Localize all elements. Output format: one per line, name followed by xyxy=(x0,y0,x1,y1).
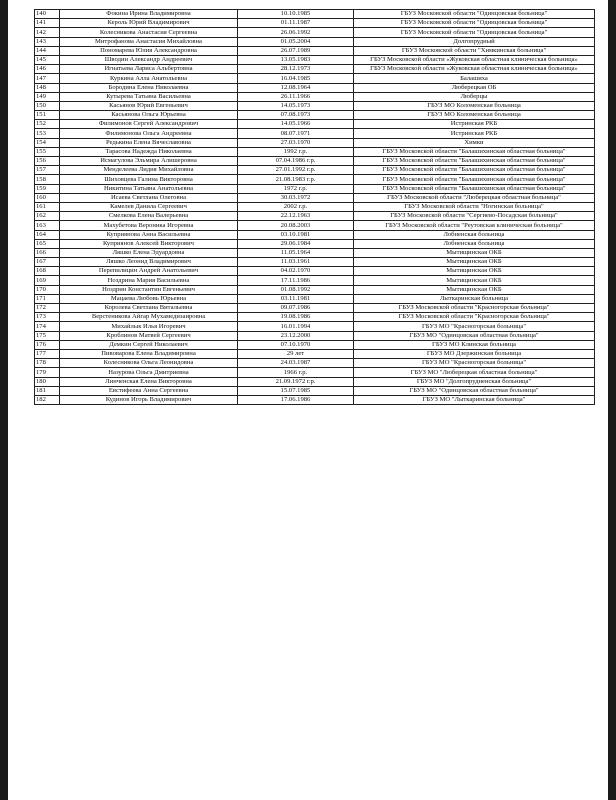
organization-cell: Химки xyxy=(354,138,595,147)
person-name-cell: Менделеева Лидия Михайловна xyxy=(60,166,238,175)
birth-date-cell: 11.05.1964 xyxy=(238,248,354,257)
table-row xyxy=(35,331,595,340)
person-name-cell: Махубетова Вероника Игоревна xyxy=(60,221,238,230)
birth-date-cell: 24.03.1987 xyxy=(238,359,354,368)
row-number-cell: 163 xyxy=(35,221,60,230)
birth-date-cell: 28.12.1973 xyxy=(238,65,354,74)
organization-cell: Балашиха xyxy=(354,74,595,83)
organization-cell: ГБУЗ МО "Люберецкая областная больница" xyxy=(354,368,595,377)
organization-cell: ГБУЗ Московской области "Балашихинская областная больница" xyxy=(354,166,595,175)
person-name-cell: Шиховцева Галина Викторовна xyxy=(60,175,238,184)
person-name-cell: Шводин Александр Андреевич xyxy=(60,55,238,64)
row-number-cell: 178 xyxy=(35,359,60,368)
row-number-cell: 162 xyxy=(35,212,60,221)
organization-cell: ГБУЗ Московской области "Балашихинская областная больница" xyxy=(354,175,595,184)
row-number-cell: 147 xyxy=(35,74,60,83)
row-number-cell: 153 xyxy=(35,129,60,138)
person-name-cell: Куркина Алла Анатольевна xyxy=(60,74,238,83)
birth-date-cell: 29 лет xyxy=(238,349,354,358)
table-row xyxy=(35,74,595,83)
row-number-cell: 165 xyxy=(35,239,60,248)
birth-date-cell: 1966 г.р. xyxy=(238,368,354,377)
row-number-cell: 152 xyxy=(35,120,60,129)
organization-cell: ГБУЗ Московской области "Балашихинская областная больница" xyxy=(354,147,595,156)
organization-cell: Мытищинская ОКБ xyxy=(354,248,595,257)
person-name-cell: Верстеникова Айгар Мухамедизаировна xyxy=(60,313,238,322)
organization-cell: Истринская РКБ xyxy=(354,120,595,129)
birth-date-cell: 21.08.1983 г.р. xyxy=(238,175,354,184)
table-row xyxy=(35,166,595,175)
birth-date-cell: 17.11.1986 xyxy=(238,276,354,285)
row-number-cell: 176 xyxy=(35,340,60,349)
roster-table xyxy=(34,9,595,405)
person-name-cell: Мацаева Любовь Юрьевна xyxy=(60,294,238,303)
organization-cell: Лобненская больница xyxy=(354,230,595,239)
row-number-cell: 168 xyxy=(35,267,60,276)
person-name-cell: Филимонов Сергей Александрович xyxy=(60,120,238,129)
row-number-cell: 140 xyxy=(35,10,60,19)
organization-cell: Лыткаринская больница xyxy=(354,294,595,303)
table-row xyxy=(35,359,595,368)
document-page xyxy=(8,0,608,800)
birth-date-cell: 07.04.1986 г.р. xyxy=(238,157,354,166)
birth-date-cell: 01.08.1992 xyxy=(238,285,354,294)
birth-date-cell: 14.05.1966 xyxy=(238,120,354,129)
row-number-cell: 167 xyxy=(35,258,60,267)
organization-cell: Мытищинская ОКБ xyxy=(354,258,595,267)
person-name-cell: Колесникова Ольга Леонидовна xyxy=(60,359,238,368)
birth-date-cell: 27.01.1992 г.р. xyxy=(238,166,354,175)
table-row xyxy=(35,285,595,294)
table-row xyxy=(35,340,595,349)
table-row xyxy=(35,395,595,404)
table-row xyxy=(35,10,595,19)
person-name-cell: Демкин Сергей Николаевич xyxy=(60,340,238,349)
row-number-cell: 151 xyxy=(35,111,60,120)
row-number-cell: 174 xyxy=(35,322,60,331)
person-name-cell: Куприянов Алексей Викторович xyxy=(60,239,238,248)
row-number-cell: 148 xyxy=(35,83,60,92)
organization-cell: ГБУЗ Московской области "Ногинская больница" xyxy=(354,202,595,211)
person-name-cell: Фокина Ирина Владимировна xyxy=(60,10,238,19)
organization-cell: ГБУЗ Московской области «Жуковская областная клиническая больница» xyxy=(354,55,595,64)
organization-cell: ГБУЗ Московской области "Химкинская больница" xyxy=(354,46,595,55)
organization-cell: ГБУЗ Московской области "Балашихинская областная больница" xyxy=(354,157,595,166)
person-name-cell: Бородина Елена Николаевна xyxy=(60,83,238,92)
birth-date-cell: 1992 г.р. xyxy=(238,147,354,156)
row-number-cell: 157 xyxy=(35,166,60,175)
birth-date-cell: 03.10.1981 xyxy=(238,230,354,239)
table-row xyxy=(35,230,595,239)
row-number-cell: 145 xyxy=(35,55,60,64)
person-name-cell: Пивоварова Елена Владимировна xyxy=(60,349,238,358)
organization-cell: ГБУЗ Московской области "Одинцовская больница" xyxy=(354,19,595,28)
birth-date-cell: 07.10.1970 xyxy=(238,340,354,349)
birth-date-cell: 19.08.1986 xyxy=(238,313,354,322)
person-name-cell: Ноздрина Мария Васильевна xyxy=(60,276,238,285)
row-number-cell: 180 xyxy=(35,377,60,386)
table-row xyxy=(35,157,595,166)
birth-date-cell: 1972 г.р. xyxy=(238,184,354,193)
table-row xyxy=(35,377,595,386)
table-row xyxy=(35,46,595,55)
row-number-cell: 144 xyxy=(35,46,60,55)
organization-cell: ГБУЗ МО "Одинцовская областная больница" xyxy=(354,386,595,395)
person-name-cell: Королева Светлана Витальевна xyxy=(60,304,238,313)
table-row xyxy=(35,368,595,377)
birth-date-cell: 01.05.2004 xyxy=(238,37,354,46)
birth-date-cell: 04.02.1970 xyxy=(238,267,354,276)
table-row xyxy=(35,55,595,64)
person-name-cell: Митрофанова Анастасия Михайловна xyxy=(60,37,238,46)
person-name-cell: Михайлык Илья Игоревич xyxy=(60,322,238,331)
person-name-cell: Перепилицин Андрей Анатольевич xyxy=(60,267,238,276)
person-name-cell: Редькина Елена Вячеславовна xyxy=(60,138,238,147)
person-name-cell: Линченская Елена Викторовна xyxy=(60,377,238,386)
birth-date-cell: 07.08.1973 xyxy=(238,111,354,120)
organization-cell: ГБУЗ Московской области "Люберецкая областная больница" xyxy=(354,193,595,202)
table-row xyxy=(35,221,595,230)
row-number-cell: 171 xyxy=(35,294,60,303)
person-name-cell: Назурова Ольга Дмитриевна xyxy=(60,368,238,377)
birth-date-cell: 27.03.1970 xyxy=(238,138,354,147)
person-name-cell: Кудинов Игорь Владимирович xyxy=(60,395,238,404)
row-number-cell: 141 xyxy=(35,19,60,28)
row-number-cell: 169 xyxy=(35,276,60,285)
organization-cell: ГБУЗ Московской области «Жуковская областная клиническая больница» xyxy=(354,65,595,74)
person-name-cell: Кероль Юрий Владимирович xyxy=(60,19,238,28)
organization-cell: ГБУЗ МО "Красногорская больница" xyxy=(354,359,595,368)
table-row xyxy=(35,248,595,257)
table-row xyxy=(35,120,595,129)
row-number-cell: 158 xyxy=(35,175,60,184)
birth-date-cell: 26.11.1966 xyxy=(238,92,354,101)
row-number-cell: 170 xyxy=(35,285,60,294)
row-number-cell: 164 xyxy=(35,230,60,239)
organization-cell: ГБУЗ Московской области "Реутовская клиническая больница" xyxy=(354,221,595,230)
row-number-cell: 150 xyxy=(35,101,60,110)
table-row xyxy=(35,386,595,395)
table-row xyxy=(35,202,595,211)
birth-date-cell: 22.12.1963 xyxy=(238,212,354,221)
organization-cell: ГБУЗ Московской области "Одинцовская больница" xyxy=(354,28,595,37)
row-number-cell: 166 xyxy=(35,248,60,257)
birth-date-cell: 30.03.1972 xyxy=(238,193,354,202)
row-number-cell: 161 xyxy=(35,202,60,211)
table-row xyxy=(35,111,595,120)
table-row xyxy=(35,304,595,313)
roster-body xyxy=(35,10,595,405)
row-number-cell: 143 xyxy=(35,37,60,46)
person-name-cell: Никитина Татьяна Анатольевна xyxy=(60,184,238,193)
organization-cell: ГБУЗ МО "Одинцовская областная больница" xyxy=(354,331,595,340)
birth-date-cell: 2002 г.р. xyxy=(238,202,354,211)
person-name-cell: Ноздрин Константин Евгеньевич xyxy=(60,285,238,294)
organization-cell: Истринская РКБ xyxy=(354,129,595,138)
table-row xyxy=(35,138,595,147)
row-number-cell: 173 xyxy=(35,313,60,322)
organization-cell: Мытищинская ОКБ xyxy=(354,267,595,276)
birth-date-cell: 10.10.1985 xyxy=(238,10,354,19)
person-name-cell: Исмагулова Эльмира Алишеровна xyxy=(60,157,238,166)
birth-date-cell: 21.09.1972 г.р. xyxy=(238,377,354,386)
table-row xyxy=(35,129,595,138)
organization-cell: Люберцы xyxy=(354,92,595,101)
person-name-cell: Кроблинов Матвей Сергеевич xyxy=(60,331,238,340)
table-row xyxy=(35,193,595,202)
person-name-cell: Куприянова Анна Васильевна xyxy=(60,230,238,239)
person-name-cell: Исаева Светлана Олеговна xyxy=(60,193,238,202)
table-row xyxy=(35,258,595,267)
table-row xyxy=(35,28,595,37)
organization-cell: Мытищинская ОКБ xyxy=(354,276,595,285)
birth-date-cell: 11.03.1961 xyxy=(238,258,354,267)
person-name-cell: Смелкова Елена Валерьевна xyxy=(60,212,238,221)
organization-cell: ГБУЗ МО Клинская больница xyxy=(354,340,595,349)
row-number-cell: 177 xyxy=(35,349,60,358)
table-row xyxy=(35,101,595,110)
table-row xyxy=(35,184,595,193)
organization-cell: ГБУЗ Московской области "Красногорская больница" xyxy=(354,304,595,313)
table-row xyxy=(35,267,595,276)
birth-date-cell: 26.07.1989 xyxy=(238,46,354,55)
row-number-cell: 175 xyxy=(35,331,60,340)
organization-cell: ГБУЗ МО "Долгопрудненская больница" xyxy=(354,377,595,386)
table-row xyxy=(35,294,595,303)
row-number-cell: 179 xyxy=(35,368,60,377)
row-number-cell: 154 xyxy=(35,138,60,147)
table-row xyxy=(35,83,595,92)
row-number-cell: 149 xyxy=(35,92,60,101)
row-number-cell: 181 xyxy=(35,386,60,395)
organization-cell: ГБУЗ МО "Красногорская больница" xyxy=(354,322,595,331)
birth-date-cell: 23.12.2000 xyxy=(238,331,354,340)
birth-date-cell: 20.08.2003 xyxy=(238,221,354,230)
table-row xyxy=(35,349,595,358)
row-number-cell: 146 xyxy=(35,65,60,74)
birth-date-cell: 16.01.1994 xyxy=(238,322,354,331)
organization-cell: ГБУЗ Московской области "Сергиево-Посадская больница" xyxy=(354,212,595,221)
organization-cell: ГБУЗ МО "Лыткаринская больница" xyxy=(354,395,595,404)
birth-date-cell: 01.11.1987 xyxy=(238,19,354,28)
row-number-cell: 160 xyxy=(35,193,60,202)
birth-date-cell: 14.05.1973 xyxy=(238,101,354,110)
person-name-cell: Евстифеева Анна Сергеевна xyxy=(60,386,238,395)
organization-cell: Долгопрудный xyxy=(354,37,595,46)
table-row xyxy=(35,37,595,46)
organization-cell: ГБУЗ МО Коломенская больница xyxy=(354,111,595,120)
row-number-cell: 142 xyxy=(35,28,60,37)
table-row xyxy=(35,147,595,156)
person-name-cell: Пономарева Юлия Александровна xyxy=(60,46,238,55)
person-name-cell: Игнатьева Лариса Альбертовна xyxy=(60,65,238,74)
birth-date-cell: 15.07.1985 xyxy=(238,386,354,395)
birth-date-cell: 12.08.1964 xyxy=(238,83,354,92)
row-number-cell: 155 xyxy=(35,147,60,156)
table-row xyxy=(35,175,595,184)
person-name-cell: Кутырева Татьяна Васильевна xyxy=(60,92,238,101)
birth-date-cell: 26.06.1992 xyxy=(238,28,354,37)
birth-date-cell: 08.07.1971 xyxy=(238,129,354,138)
organization-cell: ГБУЗ Московской области "Балашихинская областная больница" xyxy=(354,184,595,193)
table-row xyxy=(35,322,595,331)
table-row xyxy=(35,92,595,101)
person-name-cell: Камелев Данила Сергеевич xyxy=(60,202,238,211)
organization-cell: Мытищинская ОКБ xyxy=(354,285,595,294)
organization-cell: Люберецкая ОБ xyxy=(354,83,595,92)
organization-cell: ГБУЗ МО Дзержинская больница xyxy=(354,349,595,358)
table-row xyxy=(35,19,595,28)
birth-date-cell: 03.11.1981 xyxy=(238,294,354,303)
person-name-cell: Филимонова Ольга Андреевна xyxy=(60,129,238,138)
row-number-cell: 172 xyxy=(35,304,60,313)
organization-cell: ГБУЗ Московской области "Красногорская больница" xyxy=(354,313,595,322)
organization-cell: ГБУЗ МО Коломенская больница xyxy=(354,101,595,110)
row-number-cell: 159 xyxy=(35,184,60,193)
table-row xyxy=(35,65,595,74)
person-name-cell: Ляшко Леонид Владимирович xyxy=(60,258,238,267)
organization-cell: ГБУЗ Московской области "Одинцовская больница" xyxy=(354,10,595,19)
table-row xyxy=(35,313,595,322)
birth-date-cell: 29.06.1984 xyxy=(238,239,354,248)
organization-cell: Лобненская больница xyxy=(354,239,595,248)
table-row xyxy=(35,276,595,285)
birth-date-cell: 13.05.1983 xyxy=(238,55,354,64)
person-name-cell: Тарасова Надежда Николаевна xyxy=(60,147,238,156)
birth-date-cell: 09.07.1986 xyxy=(238,304,354,313)
row-number-cell: 182 xyxy=(35,395,60,404)
birth-date-cell: 16.04.1985 xyxy=(238,74,354,83)
table-row xyxy=(35,212,595,221)
row-number-cell: 156 xyxy=(35,157,60,166)
person-name-cell: Касьянова Ольга Юрьевна xyxy=(60,111,238,120)
person-name-cell: Ляшко Елена Эдуардовна xyxy=(60,248,238,257)
person-name-cell: Касьянов Юрий Евгеньевич xyxy=(60,101,238,110)
table-row xyxy=(35,239,595,248)
person-name-cell: Колесникова Анастасия Сергеевна xyxy=(60,28,238,37)
birth-date-cell: 17.06.1986 xyxy=(238,395,354,404)
